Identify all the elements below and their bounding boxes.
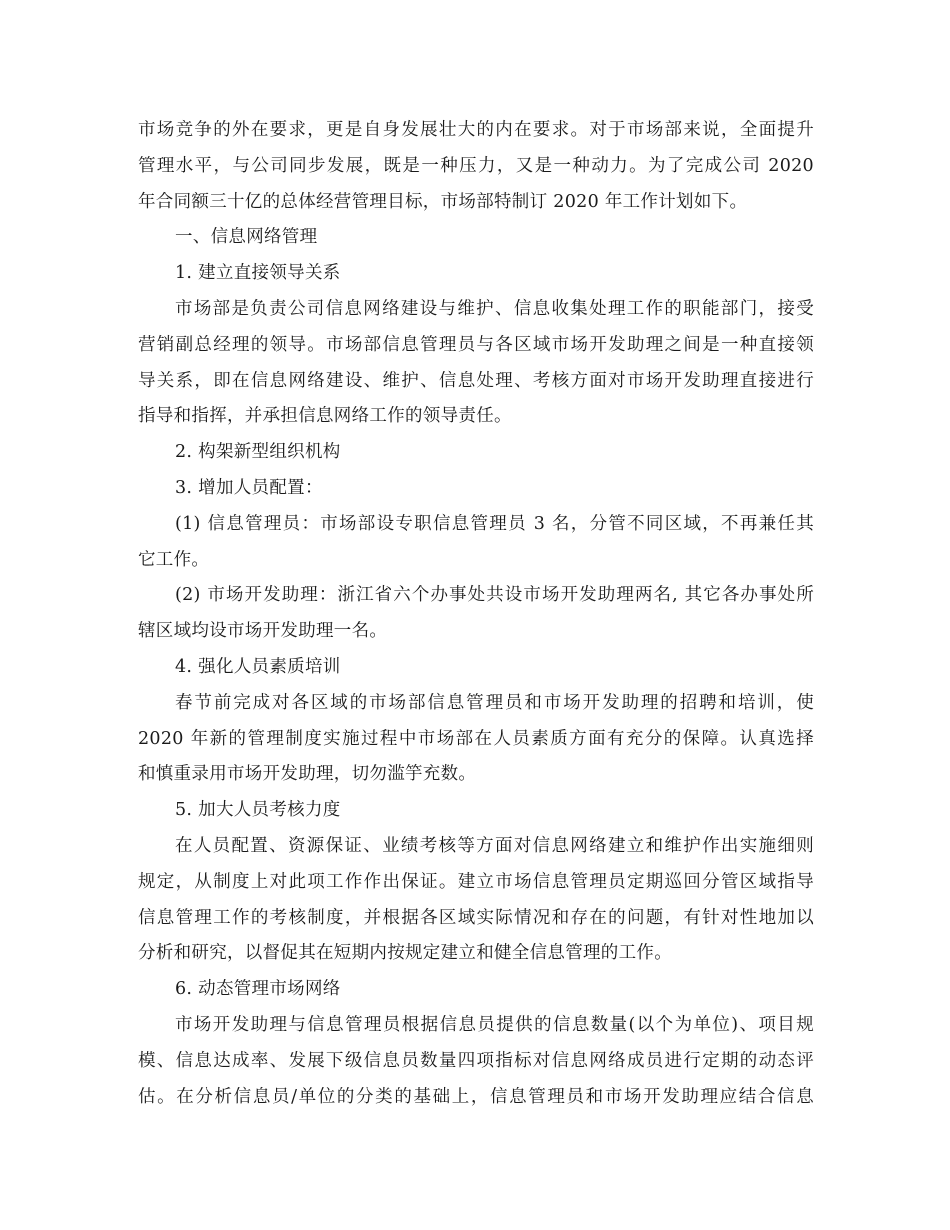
paragraph-line: 和慎重录用市场开发助理，切勿滥竽充数。 [138,764,477,785]
paragraph-first-line: 市场部是负责公司信息网络建设与维护、信息收集处理工作的职能部门，接受 [175,298,814,319]
paragraph-line: 规定，从制度上对此项工作作出保证。建立市场信息管理员定期巡回分管区域指导 [138,871,814,892]
paragraph-line: 估。在分析信息员/单位的分类的基础上，信息管理员和市场开发助理应结合信息 [138,1086,814,1107]
paragraph-first-line: 4. 强化人员素质培训 [175,656,341,677]
paragraph-line: 分析和研究，以督促其在短期内按规定建立和健全信息管理的工作。 [138,943,672,964]
paragraph-first-line: 6. 动态管理市场网络 [175,979,341,1000]
paragraph-first-line: 一、信息网络管理 [175,227,318,248]
paragraph-first-line: 5. 加大人员考核力度 [175,800,341,821]
paragraph-line: 2020 年新的管理制度实施过程中市场部在人员素质方面有充分的保障。认真选择 [138,728,814,749]
paragraph-line: 市场竞争的外在要求，更是自身发展壮大的内在要求。对于市场部来说，全面提升 [138,120,814,140]
paragraph-line: 营销副总经理的领导。市场部信息管理员与各区域市场开发助理之间是一种直接领 [138,334,814,355]
paragraph-first-line: 市场开发助理与信息管理员根据信息员提供的信息数量(以个为单位)、项目规 [175,1014,814,1035]
document-body [138,113,814,1115]
paragraph-line: 信息管理工作的考核制度，并根据各区域实际情况和存在的问题，有针对性地加以 [138,907,814,928]
paragraph-line: 指导和指挥，并承担信息网络工作的领导责任。 [138,406,512,427]
paragraph-first-line: 在人员配置、资源保证、业绩考核等方面对信息网络建立和维护作出实施细则 [175,835,814,856]
paragraph-line: 辖区域均设市场开发助理一名。 [138,621,388,642]
paragraph-line: 它工作。 [138,549,210,570]
paragraph-first-line: 3. 增加人员配置： [175,477,323,498]
paragraph-first-line: (1) 信息管理员：市场部设专职信息管理员 3 名，分管不同区域，不再兼任其 [175,513,814,534]
paragraph-first-line: 春节前完成对各区域的市场部信息管理员和市场开发助理的招聘和培训，使 [175,692,814,713]
paragraph-line: 导关系，即在信息网络建设、维护、信息处理、考核方面对市场开发助理直接进行 [138,370,814,391]
paragraph-first-line: (2) 市场开发助理：浙江省六个办事处共设市场开发助理两名, 其它各办事处所 [175,585,814,606]
paragraph-first-line: 2. 构架新型组织机构 [175,442,341,463]
paragraph-first-line: 1. 建立直接领导关系 [175,263,341,284]
paragraph-line: 年合同额三十亿的总体经营管理目标，市场部特制订 2020 年工作计划如下。 [138,191,748,212]
paragraph-line: 模、信息达成率、发展下级信息员数量四项指标对信息网络成员进行定期的动态评 [138,1050,814,1071]
paragraph-line: 管理水平，与公司同步发展，既是一种压力，又是一种动力。为了完成公司 2020 [138,155,814,176]
